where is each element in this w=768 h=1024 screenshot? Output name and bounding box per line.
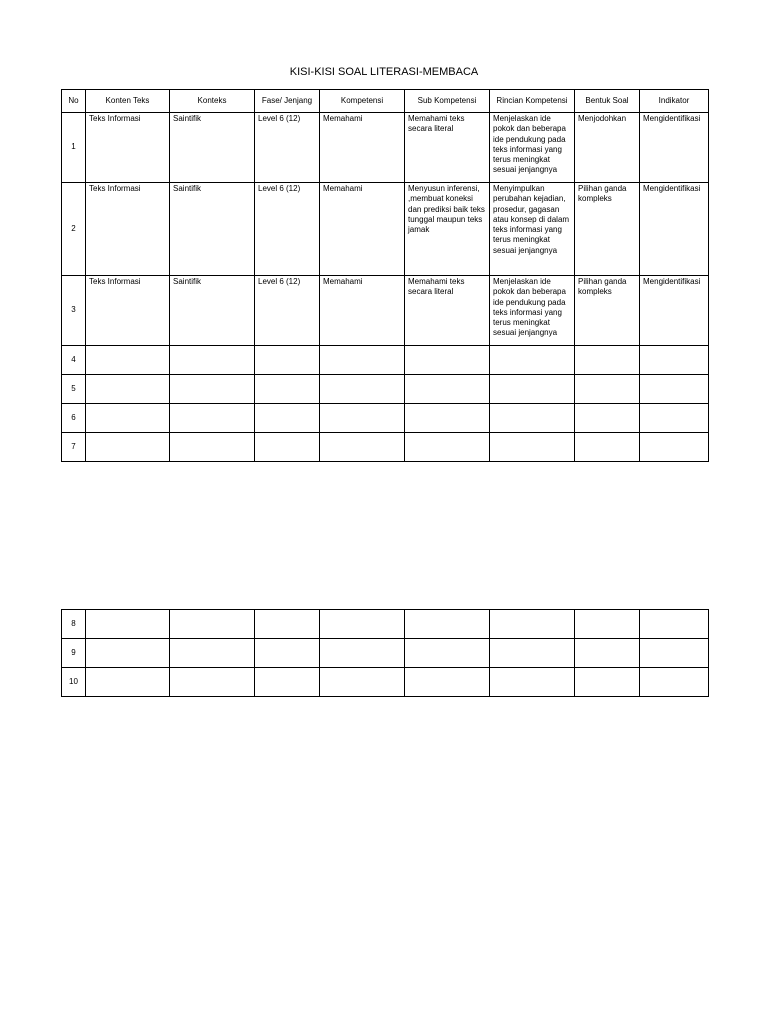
- cell-no: 6: [62, 404, 86, 433]
- cell-fase-jenjang: [255, 610, 320, 639]
- cell-konteks: Saintifik: [170, 113, 255, 183]
- cell-rincian-kompetensi: [490, 433, 575, 462]
- column-header-rincian-kompetensi: Rincian Kompetensi: [490, 90, 575, 113]
- table-row: [62, 668, 709, 697]
- cell-indikator: [640, 610, 709, 639]
- cell-indikator: [640, 639, 709, 668]
- cell-indikator: [640, 375, 709, 404]
- cell-indikator: Mengidentifikasi: [640, 183, 709, 276]
- cell-fase-jenjang: [255, 639, 320, 668]
- cell-fase-jenjang: [255, 346, 320, 375]
- cell-konteks: [170, 433, 255, 462]
- column-header-konteks: Konteks: [170, 90, 255, 113]
- cell-rincian-kompetensi: [490, 404, 575, 433]
- cell-fase-jenjang: Level 6 (12): [255, 113, 320, 183]
- cell-no: 1: [62, 113, 86, 183]
- cell-fase-jenjang: [255, 404, 320, 433]
- cell-indikator: [640, 404, 709, 433]
- cell-sub-kompetensi: [405, 346, 490, 375]
- table-row: [62, 433, 709, 462]
- cell-sub-kompetensi: [405, 433, 490, 462]
- document-title: KISI-KISI SOAL LITERASI-MEMBACA: [289, 66, 479, 78]
- cell-kompetensi: Memahami: [320, 183, 405, 276]
- cell-sub-kompetensi: [405, 375, 490, 404]
- cell-konteks: [170, 346, 255, 375]
- cell-no: 7: [62, 433, 86, 462]
- cell-indikator: Mengidentifikasi: [640, 276, 709, 346]
- column-header-konten-teks: Konten Teks: [86, 90, 170, 113]
- table-row: [62, 639, 709, 668]
- cell-konten-teks: [86, 668, 170, 697]
- cell-no: 9: [62, 639, 86, 668]
- cell-indikator: [640, 668, 709, 697]
- cell-konten-teks: [86, 375, 170, 404]
- column-header-bentuk-soal: Bentuk Soal: [575, 90, 640, 113]
- cell-kompetensi: [320, 375, 405, 404]
- table-row: [62, 276, 709, 346]
- cell-bentuk-soal: [575, 668, 640, 697]
- cell-konteks: [170, 639, 255, 668]
- table-row: [62, 113, 709, 183]
- cell-sub-kompetensi: [405, 610, 490, 639]
- table-row: [62, 610, 709, 639]
- cell-rincian-kompetensi: Menyimpulkan perubahan kejadian, prosedur, gagasan atau konsep di dalam teks informasi yang terus meningkat sesuai jenjangnya: [490, 183, 575, 276]
- cell-konten-teks: [86, 404, 170, 433]
- cell-sub-kompetensi: [405, 404, 490, 433]
- cell-indikator: Mengidentifikasi: [640, 113, 709, 183]
- cell-sub-kompetensi: Memahami teks secara literal: [405, 113, 490, 183]
- cell-konten-teks: Teks Informasi: [86, 276, 170, 346]
- cell-bentuk-soal: Pilihan ganda kompleks: [575, 276, 640, 346]
- cell-fase-jenjang: Level 6 (12): [255, 276, 320, 346]
- cell-konteks: [170, 668, 255, 697]
- cell-konten-teks: [86, 433, 170, 462]
- cell-bentuk-soal: Pilihan ganda kompleks: [575, 183, 640, 276]
- cell-sub-kompetensi: Memahami teks secara literal: [405, 276, 490, 346]
- kisi-kisi-table-continued: [61, 609, 709, 697]
- cell-bentuk-soal: [575, 375, 640, 404]
- cell-konten-teks: [86, 610, 170, 639]
- cell-rincian-kompetensi: [490, 639, 575, 668]
- cell-fase-jenjang: [255, 668, 320, 697]
- cell-no: 2: [62, 183, 86, 276]
- cell-kompetensi: [320, 610, 405, 639]
- cell-bentuk-soal: Menjodohkan: [575, 113, 640, 183]
- cell-bentuk-soal: [575, 639, 640, 668]
- cell-kompetensi: [320, 433, 405, 462]
- cell-kompetensi: [320, 639, 405, 668]
- cell-no: 8: [62, 610, 86, 639]
- cell-konteks: [170, 375, 255, 404]
- cell-bentuk-soal: [575, 346, 640, 375]
- cell-rincian-kompetensi: [490, 610, 575, 639]
- cell-no: 10: [62, 668, 86, 697]
- cell-sub-kompetensi: [405, 639, 490, 668]
- cell-kompetensi: Memahami: [320, 276, 405, 346]
- cell-konteks: [170, 404, 255, 433]
- cell-bentuk-soal: [575, 610, 640, 639]
- cell-konteks: Saintifik: [170, 276, 255, 346]
- cell-konten-teks: Teks Informasi: [86, 183, 170, 276]
- cell-indikator: [640, 433, 709, 462]
- cell-no: 3: [62, 276, 86, 346]
- cell-konteks: [170, 610, 255, 639]
- cell-no: 5: [62, 375, 86, 404]
- cell-rincian-kompetensi: [490, 346, 575, 375]
- cell-indikator: [640, 346, 709, 375]
- column-header-sub-kompetensi: Sub Kompetensi: [405, 90, 490, 113]
- cell-fase-jenjang: [255, 433, 320, 462]
- table-row: [62, 183, 709, 276]
- cell-rincian-kompetensi: Menjelaskan ide pokok dan beberapa ide pendukung pada teks informasi yang terus meningkat sesuai jenjangnya: [490, 113, 575, 183]
- table-row: [62, 346, 709, 375]
- cell-bentuk-soal: [575, 404, 640, 433]
- table-header-row: [62, 90, 709, 113]
- cell-sub-kompetensi: Menyusun inferensi, ,membuat koneksi dan prediksi baik teks tunggal maupun teks jamak: [405, 183, 490, 276]
- cell-konteks: Saintifik: [170, 183, 255, 276]
- column-header-fase-jenjang: Fase/ Jenjang: [255, 90, 320, 113]
- kisi-kisi-table: [61, 89, 709, 462]
- cell-konten-teks: [86, 346, 170, 375]
- cell-no: 4: [62, 346, 86, 375]
- cell-rincian-kompetensi: [490, 375, 575, 404]
- table-row: [62, 375, 709, 404]
- cell-sub-kompetensi: [405, 668, 490, 697]
- cell-fase-jenjang: Level 6 (12): [255, 183, 320, 276]
- cell-rincian-kompetensi: [490, 668, 575, 697]
- column-header-indikator: Indikator: [640, 90, 709, 113]
- table-row: [62, 404, 709, 433]
- column-header-no: No: [62, 90, 86, 113]
- cell-bentuk-soal: [575, 433, 640, 462]
- cell-konten-teks: Teks Informasi: [86, 113, 170, 183]
- cell-kompetensi: Memahami: [320, 113, 405, 183]
- cell-kompetensi: [320, 346, 405, 375]
- cell-kompetensi: [320, 404, 405, 433]
- column-header-kompetensi: Kompetensi: [320, 90, 405, 113]
- cell-fase-jenjang: [255, 375, 320, 404]
- cell-kompetensi: [320, 668, 405, 697]
- cell-konten-teks: [86, 639, 170, 668]
- cell-rincian-kompetensi: Menjelaskan ide pokok dan beberapa ide pendukung pada teks informasi yang terus meningkat sesuai jenjangnya: [490, 276, 575, 346]
